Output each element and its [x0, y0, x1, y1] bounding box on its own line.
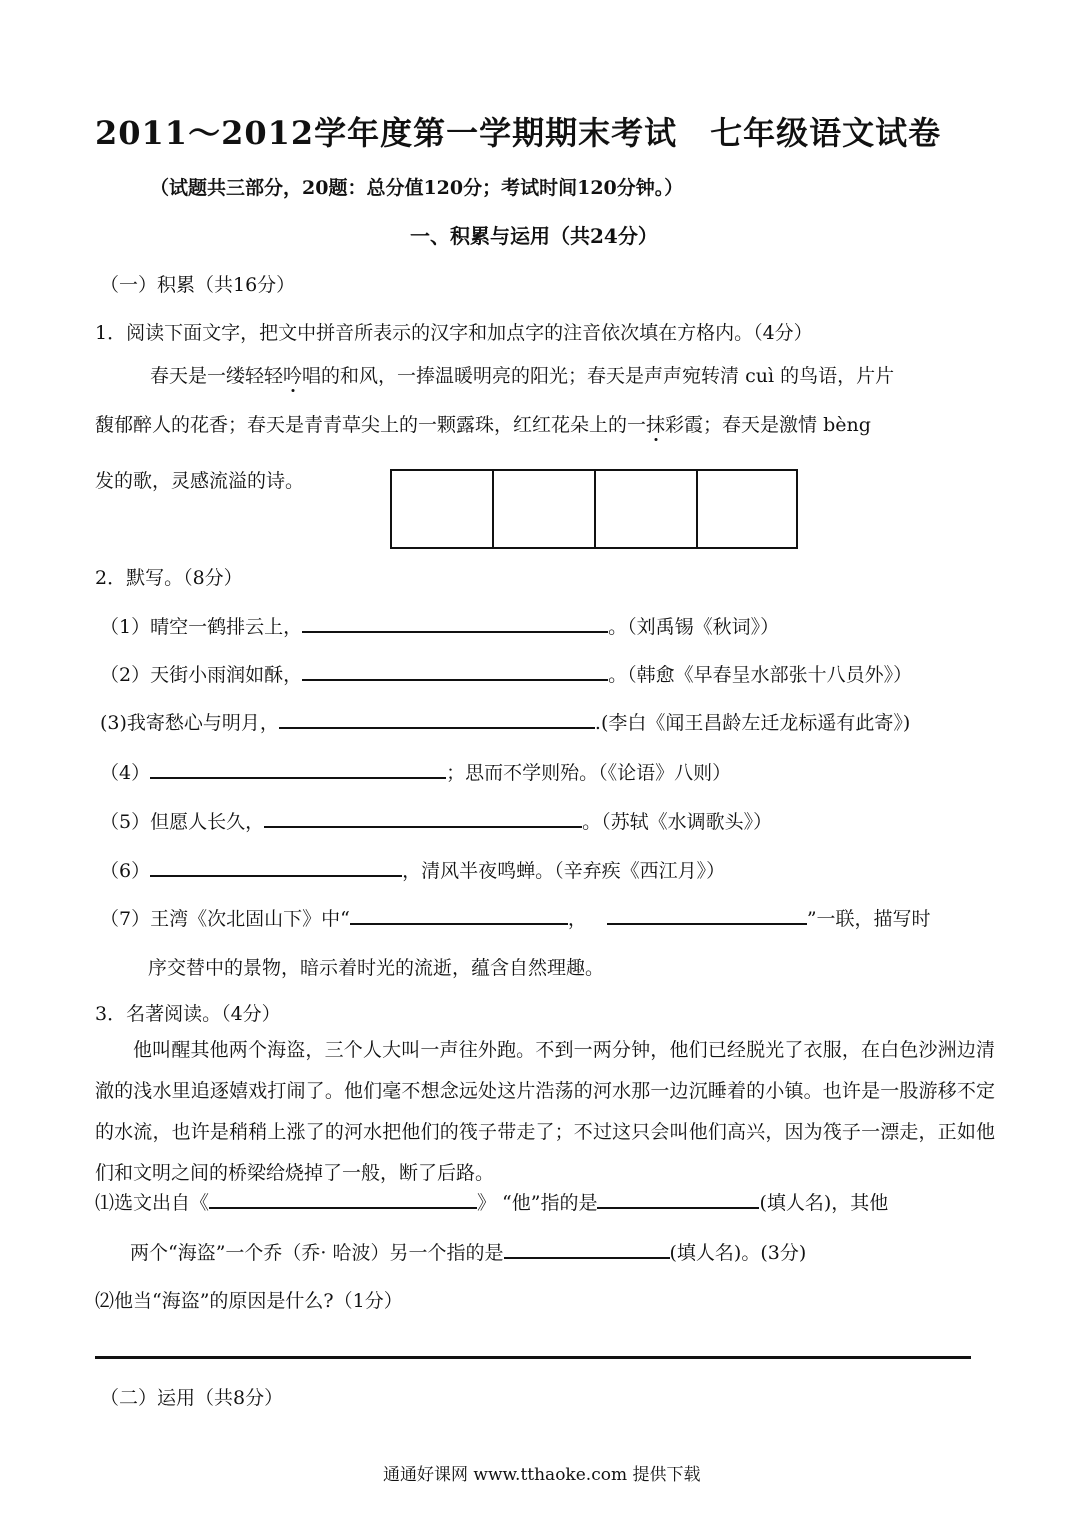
exam-title: 2011～2012学年度第一学期期末考试 七年级语文试卷 — [95, 114, 942, 152]
dictation-item-5 — [100, 806, 772, 834]
question-3-sub-2: ⑵他当“海盗”的原因是什么?（1分） — [95, 1290, 403, 1312]
answer-line[interactable] — [95, 1356, 971, 1359]
q3-text: ⑴选文出自《 — [95, 1192, 210, 1214]
dictation-prompt: (3)我寄愁心与明月， — [100, 712, 279, 734]
answer-blank[interactable] — [150, 855, 402, 877]
question-1-line-1 — [150, 361, 894, 388]
section-heading: 一、积累与运用（共24分） — [410, 224, 658, 248]
answer-box-2[interactable] — [492, 469, 596, 549]
reading-passage: 他叫醒其他两个海盗，三个人大叫一声往外跑。不到一两分钟，他们已经脱光了衣服，在白色沙洲边清澈的浅水里追逐嬉戏打闹了。他们毫不想念远处这片浩荡的河水那一边沉睡着的小镇。也许是一股游移不定的水流，也许是稍稍上涨了的河水把他们的筏子带走了；不过这只会叫他们高兴，因为筏子一漂走，正如他们和文明之间的桥梁给烧掉了一般，断了后路。 — [95, 1039, 995, 1184]
dictation-source: ；思而不学则殆。（《论语》八则） — [446, 762, 732, 784]
dictation-prompt: （1）晴空一鹤排云上， — [100, 616, 303, 638]
answer-blank[interactable] — [279, 707, 595, 729]
question-1-line-2 — [95, 410, 871, 437]
dictation-item-2 — [100, 659, 912, 687]
q1-text: 唱的和风，一捧温暖明亮的阳光；春天是声声宛转清 cuì 的鸟语，片片 — [302, 365, 895, 387]
q1-text: 春天是一缕轻轻 — [150, 365, 284, 387]
emphasis-dot-char: 抹 — [646, 410, 665, 437]
exam-subtitle: （试题共三部分，20题：总分值120分；考试时间120分钟。） — [150, 177, 684, 199]
answer-blank[interactable] — [209, 1187, 477, 1209]
q3-text: 》 “他”指的是 — [477, 1192, 598, 1214]
question-2-stem: 2．默写。（8分） — [95, 567, 243, 589]
answer-blank[interactable] — [504, 1237, 670, 1259]
question-3-sub-1-line-2 — [130, 1237, 806, 1265]
dictation-source: 。（韩愈《早春呈水部张十八员外》） — [608, 664, 913, 686]
dictation-source: 。（刘禹锡《秋词》） — [608, 616, 780, 638]
dictation-prompt: （4） — [100, 762, 151, 784]
answer-box-3[interactable] — [594, 469, 698, 549]
dictation-item-1 — [100, 611, 779, 639]
dictation-item-6 — [100, 855, 725, 883]
q1-text: 彩霞；春天是激情 bèng — [665, 414, 871, 436]
dictation-item-4 — [100, 757, 731, 785]
page-footer: 通通好课网 www.tthaoke.com 提供下载 — [383, 1465, 701, 1485]
dictation-item-7 — [100, 903, 931, 931]
answer-blank[interactable] — [150, 757, 446, 779]
question-1-stem: 1．阅读下面文字，把文中拼音所表示的汉字和加点字的注音依次填在方格内。（4分） — [95, 322, 813, 344]
dictation-source: ，清风半夜鸣蝉。（辛弃疾《西江月》） — [402, 860, 726, 882]
dictation-prompt: （2）天街小雨润如酥， — [100, 664, 303, 686]
part-heading-use: （二）运用（共8分） — [100, 1387, 284, 1409]
q3-text: (填人名)，其他 — [759, 1192, 889, 1214]
answer-blank[interactable] — [350, 903, 568, 925]
answer-blank[interactable] — [264, 806, 582, 828]
dictation-comma: ， — [567, 908, 587, 930]
answer-blank[interactable] — [302, 611, 608, 633]
question-3-sub-1 — [95, 1187, 888, 1215]
answer-box-1[interactable] — [390, 469, 494, 549]
dictation-source: .(李白《闻王昌龄左迁龙标遥有此寄》) — [594, 712, 911, 734]
dictation-prompt: （6） — [100, 860, 151, 882]
question-1-line-3: 发的歌，灵感流溢的诗。 — [95, 470, 305, 492]
answer-box-4[interactable] — [696, 469, 798, 549]
dictation-item-3 — [100, 707, 910, 735]
dictation-prompt: （5）但愿人长久， — [100, 811, 265, 833]
q3-text: (填人名)。(3分) — [669, 1242, 807, 1264]
question-3-stem: 3．名著阅读。（4分） — [95, 1003, 281, 1025]
q1-text: 馥郁醉人的花香；春天是青青草尖上的一颗露珠，红红花朵上的一 — [95, 414, 647, 436]
dictation-source: ”一联，描写时 — [806, 908, 931, 930]
answer-blank[interactable] — [607, 903, 807, 925]
part-heading-accumulate: （一）积累（共16分） — [100, 274, 296, 296]
q3-text: 两个“海盗”一个乔（乔· 哈波）另一个指的是 — [130, 1242, 504, 1264]
dictation-source: 。（苏轼《水调歌头》） — [582, 811, 773, 833]
dictation-prompt: （7）王湾《次北固山下》中“ — [100, 908, 350, 930]
dictation-item-7-line-2: 序交替中的景物，暗示着时光的流逝，蕴含自然理趣。 — [148, 957, 605, 979]
emphasis-dot-char: 吟 — [283, 361, 302, 388]
answer-blank[interactable] — [302, 659, 608, 681]
answer-blank[interactable] — [597, 1187, 759, 1209]
